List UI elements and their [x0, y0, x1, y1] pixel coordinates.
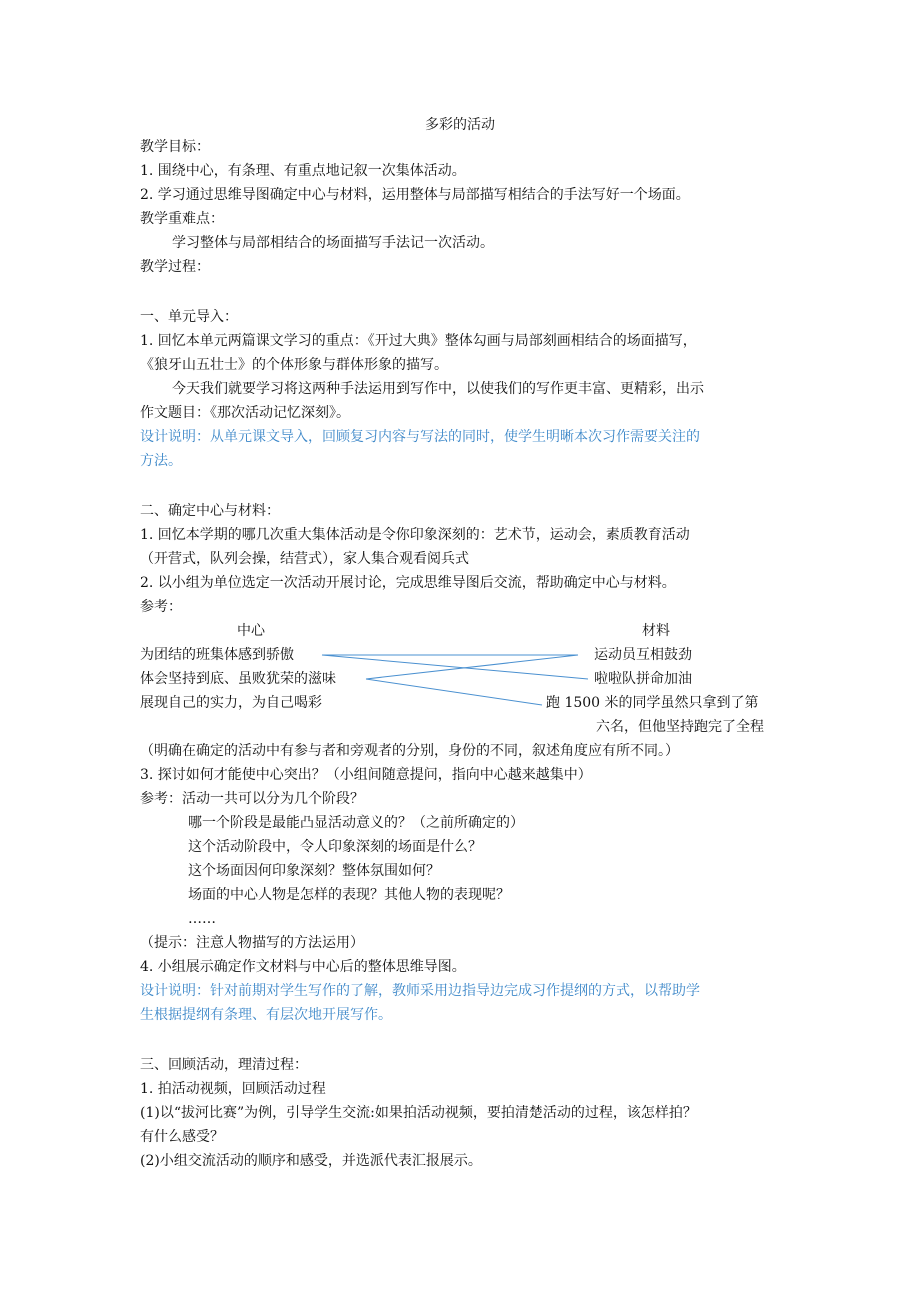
mindmap-center-1: 为团结的班集体感到骄傲 — [140, 647, 294, 663]
connector-line-4 — [366, 679, 542, 705]
section1-design-note-line2: 方法。 — [140, 453, 182, 469]
section2-heading: 二、确定中心与材料： — [140, 503, 280, 519]
mindmap-center-2: 体会坚持到底、虽败犹荣的滋味 — [140, 671, 336, 687]
objectives-heading: 教学目标： — [140, 139, 210, 155]
section3-p2-line2: 有什么感受？ — [140, 1129, 224, 1145]
question-item-2: 这个活动阶段中，令人印象深刻的场面是什么？ — [188, 839, 482, 855]
section3-p3: (2)小组交流活动的顺序和感受，并选派代表汇报展示。 — [140, 1153, 482, 1169]
section1-p2-line2: 作文题目：《那次活动记忆深刻》。 — [140, 405, 350, 421]
section2-p1-line2: （开营式，队列会操，结营式），家人集合观看阅兵式 — [140, 551, 469, 567]
section1-p1-line2: 《狼牙山五壮士》的个体形象与群体形象的描写。 — [140, 357, 448, 373]
mindmap-center-3: 展现自己的实力，为自己喝彩 — [140, 695, 322, 711]
section2-ref-label: 参考： — [140, 599, 182, 615]
objective-item-2: 2. 学习通过思维导图确定中心与材料，运用整体与局部描写相结合的手法写好一个场面。 — [140, 187, 690, 203]
section2-clarify: （明确在确定的活动中有参与者和旁观者的分别，身份的不同，叙述角度应有所不同。） — [140, 743, 679, 759]
section2-p2: 2. 以小组为单位选定一次活动开展讨论，完成思维导图后交流，帮助确定中心与材料。 — [140, 575, 676, 591]
section1-p2-line1: 今天我们就要学习将这两种手法运用到写作中，以使我们的写作更丰富、更精彩，出示 — [172, 381, 704, 397]
document-title: 多彩的活动 — [425, 117, 495, 133]
objective-item-1: 1. 围绕中心，有条理、有重点地记叙一次集体活动。 — [140, 163, 466, 179]
section3-p1: 1. 拍活动视频，回顾活动过程 — [140, 1081, 326, 1097]
section2-p4: 4. 小组展示确定作文材料与中心后的整体思维导图。 — [140, 959, 466, 975]
mindmap-material-2: 啦啦队拼命加油 — [594, 671, 692, 687]
question-item-3: 这个场面因何印象深刻？整体氛围如何？ — [188, 863, 440, 879]
section2-hint: （提示：注意人物描写的方法运用） — [140, 935, 364, 951]
mindmap-material-1: 运动员互相鼓劲 — [594, 647, 692, 663]
mindmap-material-label: 材料 — [642, 623, 670, 639]
section3-p2-line1: (1)以“拔河比赛”为例，引导学生交流:如果拍活动视频，要拍清楚活动的过程，该怎样拍？ — [140, 1105, 697, 1121]
question-item-1: 哪一个阶段是最能凸显活动意义的？（之前所确定的） — [188, 815, 524, 831]
mindmap-center-label: 中心 — [237, 623, 265, 639]
question-item-ellipsis: …… — [188, 911, 216, 927]
process-heading: 教学过程： — [140, 259, 210, 275]
question-item-4: 场面的中心人物是怎样的表现？其他人物的表现呢？ — [188, 887, 510, 903]
section2-design-note-line1: 设计说明：针对前期对学生写作的了解，教师采用边指导边完成习作提纲的方式，以帮助学 — [140, 983, 700, 999]
section3-heading: 三、回顾活动，理清过程： — [140, 1057, 308, 1073]
section2-design-note-line2: 生根据提纲有条理、有层次地开展写作。 — [140, 1007, 392, 1023]
mindmap-material-3-line1: 跑 1500 米的同学虽然只拿到了第 — [546, 695, 759, 711]
section2-p1-line1: 1. 回忆本学期的哪几次重大集体活动是令你印象深刻的：艺术节，运动会，素质教育活动 — [140, 527, 690, 543]
key-points-text: 学习整体与局部相结合的场面描写手法记一次活动。 — [172, 235, 494, 251]
section1-heading: 一、单元导入： — [140, 309, 238, 325]
section2-ref-first: 参考：活动一共可以分为几个阶段？ — [140, 791, 364, 807]
key-points-heading: 教学重难点： — [140, 211, 224, 227]
section1-p1-line1: 1. 回忆本单元两篇课文学习的重点：《开过大典》整体勾画与局部刻画相结合的场面描写， — [140, 333, 697, 349]
section2-p3: 3. 探讨如何才能使中心突出？（小组间随意提问，指向中心越来越集中） — [140, 767, 592, 783]
mindmap-material-3-line2: 六名，但他坚持跑完了全程 — [596, 719, 764, 735]
section1-design-note-line1: 设计说明：从单元课文导入，回顾复习内容与写法的同时，使学生明晰本次习作需要关注的 — [140, 429, 700, 445]
